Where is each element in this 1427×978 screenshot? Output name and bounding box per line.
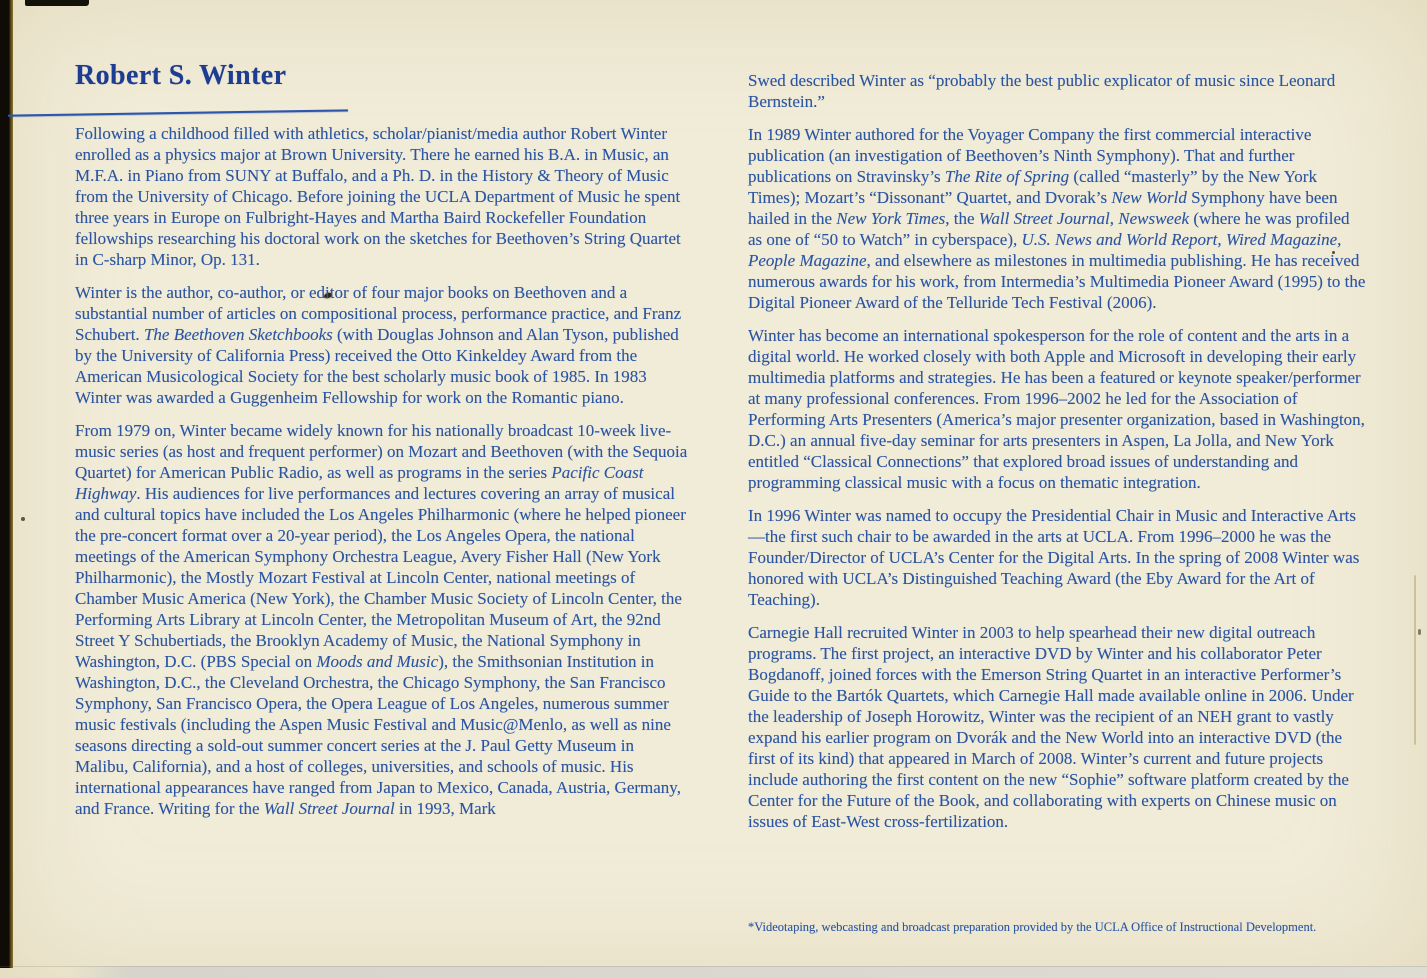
scan-speck [21,517,25,521]
text-run: Winter is the author, co-author, or editor of four major books on Beethoven and a substantial number of articles on compositional process, performance practice, and Franz Schubert. [75,283,682,344]
italic-text-run: Wall Street Journal [978,209,1110,228]
italic-text-run: Moods and Music [316,652,439,671]
paragraph [748,325,1366,493]
italic-text-run: Wall Street Journal [263,799,395,818]
footnote: *Videotaping, webcasting and broadcast preparation provided by the UCLA Office of Instructional Development. [748,920,1317,934]
scan-edge-bottom [0,966,1427,978]
scan-speck [1418,629,1421,635]
text-run: Swed described Winter as “probably the best public explicator of music since Leonard Bernstein.” [748,71,1336,111]
text-run: In 1989 Winter authored for the Voyager Company the first commercial interactive publication (an investigation of Beethoven’s Ninth Symphony). That and further publications on Stravinsky’s [748,125,1312,186]
paragraph [75,123,688,270]
paragraph [748,505,1366,610]
text-run: . His audiences for live performances and lectures covering an array of musical and cultural topics have included the Los Angeles Philharmonic (where he helped pioneer the pre-concert format over a 20-year period), the Los Angeles Opera, the national meetings of the American Symphony Orchestra League, Avery Fisher Hall (New York Philharmonic), the Mostly Mozart Festival at Lincoln Center, national meetings of Chamber Music America (New York), the Chamber Music Society of Lincoln Center, the Performing Arts Library at Lincoln Center, the Metropolitan Museum of Art, the 92nd Street Y Schubertiads, the Brooklyn Academy of Music, the National Symphony in Washington, D.C. (PBS Special on [75,484,686,671]
text-run: , the [945,209,979,228]
text-run: Following a childhood filled with athletics, scholar/pianist/media author Robert Winter enrolled as a physics major at Brown University. There he earned his B.A. in Music, an M.F.A. in Piano from SUNY at Buffalo, and a Ph. D. in the History & Theory of Music from the University of Chicago. Before joining the UCLA Department of Music he spent three years in Europe on Fulbright-Hayes and Martha Baird Rockefeller Foundation fellowships researching his doctoral work on the sketches for Beethoven’s String Quartet in C-sharp Minor, Op. 131. [75,124,681,269]
page-title: Robert S. Winter [75,60,287,91]
text-run: Winter has become an international spokesperson for the role of content and the arts in a digital world. He worked closely with both Apple and Microsoft in developing their early multimedia platforms and strategies. He has been a featured or keynote speaker/performer at many professional conferences. From 1996–2002 he led for the Association of Performing Arts Presenters (America’s major presenter organization, based in Washington, D.C.) an annual five-day seminar for arts presenters in Aspen, La Jolla, and New York entitled “Classical Connections” that explored broad issues of understanding and programming classical music with a focus on thematic integration. [748,326,1365,492]
text-run: Symphony have been hailed in the [748,188,1338,228]
italic-text-run: Newsweek [1118,209,1190,228]
paragraph [748,70,1366,112]
italic-text-run: New World [1111,188,1187,207]
italic-text-run: The Rite of Spring [944,167,1070,186]
text-run: Carnegie Hall recruited Winter in 2003 to help spearhead their new digital outreach programs. The first project, an interactive DVD by Winter and his collaborator Peter Bogdanoff, joined forces with the Emerson String Quartet in an interactive Performer’s Guide to the Bartók Quartets, which Carnegie Hall made available online in 2006. Under the leadership of Joseph Horowitz, Winter was the recipient of an NEH grant to vastly expand his earlier program on Dvorák and the New World into an interactive DVD (the first of its kind) that appeared in March of 2008. Winter’s current and future projects include authoring the first content on the new “Sophie” software platform created by the Center for the Future of the Book, and collaborating with experts on Chinese music on issues of East-West cross-fertilization. [748,623,1354,831]
text-run: (with Douglas Johnson and Alan Tyson, published by the University of California Press) received the Otto Kinkeldey Award from the American Musicological Society for the best scholarly music book of 1985. In 1983 Winter was awarded a Guggenheim Fellowship for work on the Romantic piano. [75,325,679,407]
left-column [75,123,688,831]
text-run: , and elsewhere as milestones in multimedia publishing. He has received numerous awards for his work, from Intermedia’s Multimedia Pioneer Award (1995) to the Digital Pioneer Award of the Telluride Tech Festival (2006). [748,251,1366,312]
italic-text-run: Pacific Coast Highway [75,463,644,503]
italic-text-run: The Beethoven Sketchbooks [143,325,333,344]
paragraph [75,420,688,819]
scan-mark-top-left [25,0,89,6]
text-run: (called “masterly” by the New York Times); Mozart’s “Dissonant” Quartet, and Dvorak’s [748,167,1317,207]
scan-line-right [1414,575,1416,745]
title-rule [8,109,348,116]
text-run: in 1993, Mark [394,799,496,818]
italic-text-run: New York Times [836,209,946,228]
text-run: In 1996 Winter was named to occupy the Presidential Chair in Music and Interactive Arts—the first such chair to be awarded in the arts at UCLA. From 1996–2000 he was the Founder/Director of UCLA’s Center for the Digital Arts. In the spring of 2008 Winter was honored with UCLA’s Distinguished Teaching Award (the Eby Award for the Art of Teaching). [748,506,1360,609]
text-run: From 1979 on, Winter became widely known for his nationally broadcast 10-week live-music series (as host and frequent performer) on Mozart and Beethoven (with the Sequoia Quartet) for American Public Radio, as well as programs in the series [75,421,688,482]
italic-text-run: U.S. News and World Report, Wired Magazine, People Magazine [748,230,1342,270]
text-run: , [1109,209,1119,228]
right-column [748,70,1366,844]
paragraph [75,282,688,408]
text-run: ), the Smithsonian Institution in Washington, D.C., the Cleveland Orchestra, the Chicago Symphony, the San Francisco Symphony, San Francisco Opera, the Opera League of Los Angeles, numerous summer music festivals (including the Aspen Music Festival and Music@Menlo, as well as nine seasons directing a sold-out summer concert series at the J. Paul Getty Museum in Malibu, California), and a host of colleges, universities, and schools of music. His international appearances have ranged from Japan to Mexico, Canada, Austria, Germany, and France. Writing for the [75,652,681,818]
text-run: (where he was profiled as one of “50 to Watch” in cyberspace), [748,209,1350,249]
paragraph [748,124,1366,313]
scan-edge-left [0,0,13,968]
paragraph [748,622,1366,832]
